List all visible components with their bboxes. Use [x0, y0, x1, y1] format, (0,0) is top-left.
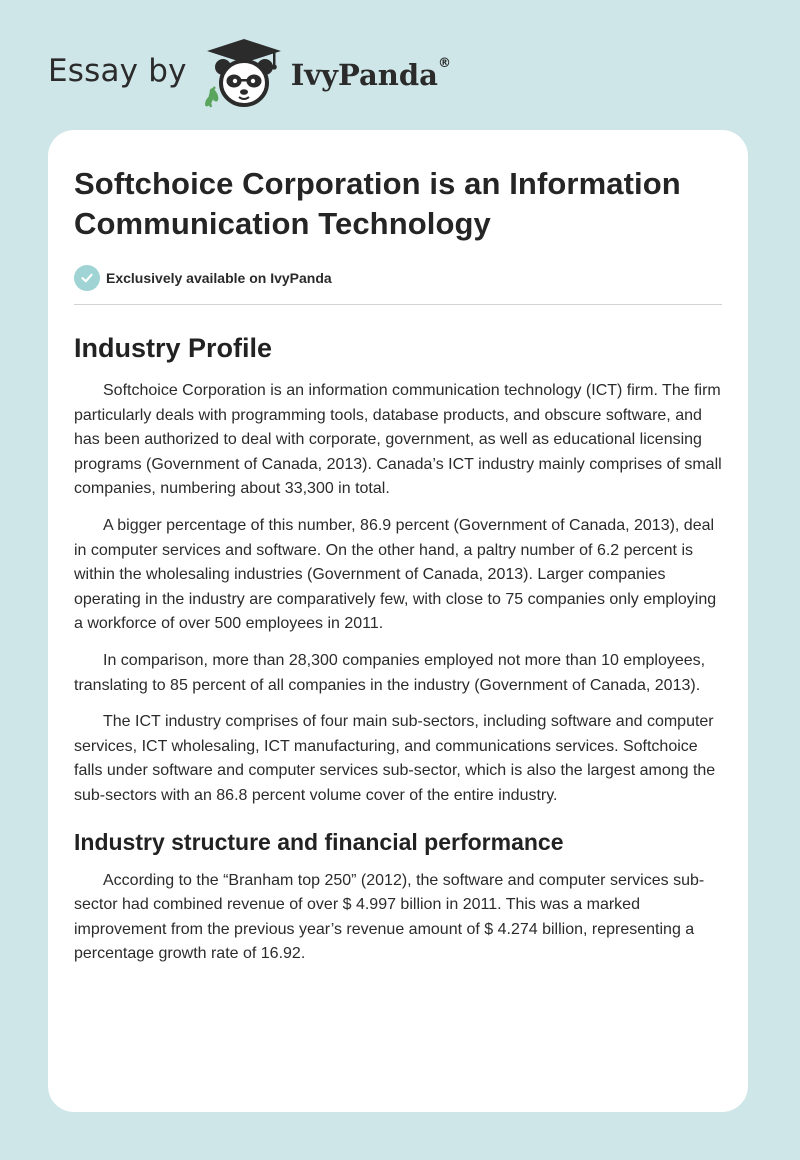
section-heading: Industry Profile [74, 333, 273, 363]
section-heading: Industry structure and financial performance [74, 828, 564, 855]
paragraph: Softchoice Corporation is an information communication technology (ICT) firm. The firm particularly deals with programming tools, database products, and obscure software, and has been authorized to deal with corporate, government, as well as educational licensing programs (Government of Canada, 2013). Canada’s ICT industry mainly comprises of small companies, numbering about 33,300 in total. [74, 382, 722, 498]
paragraph: A bigger percentage of this number, 86.9 percent (Government of Canada, 2013), deal in computer services and software. On the other hand, a paltry number of 6.2 percent is within the wholesaling industries (Government of Canada, 2013). Larger companies operating in the industry are comparatively few, with close to 75 companies only employing a workforce of over 500 employees in 2011. [74, 516, 717, 633]
paragraph: According to the “Branham top 250” (2012), the software and computer services sub-sector had combined revenue of over $ 4.997 billion in 2011. This was a marked improvement from the previous year’s revenue amount of $ 4.274 billion, representing a percentage growth rate of 16.92. [74, 871, 705, 963]
divider [74, 304, 722, 305]
paragraph: In comparison, more than 28,300 companies employed not more than 10 employees, translating to 85 percent of all companies in the industry (Government of Canada, 2013). [74, 651, 706, 694]
panda-graduate-logo-icon[interactable] [203, 37, 285, 111]
paragraph: The ICT industry comprises of four main sub-sectors, including software and computer services, ICT wholesaling, ICT manufacturing, and communications services. Softchoice falls under software and computer services sub-sector, which is also the largest among the sub-sectors with an 86.8 percent volume cover of the entire industry. [74, 713, 716, 804]
check-circle-icon [74, 265, 100, 291]
exclusive-badge [74, 264, 722, 292]
exclusive-text: Exclusively available on IvyPanda [106, 270, 332, 286]
essay-by-label: Essay by [48, 53, 187, 89]
article-card [48, 130, 748, 1112]
article-title: Softchoice Corporation is an Information Communication Technology [74, 166, 681, 241]
site-header [48, 34, 451, 114]
registered-mark: ® [437, 56, 451, 71]
brand-name[interactable]: IvyPanda® [290, 56, 451, 92]
